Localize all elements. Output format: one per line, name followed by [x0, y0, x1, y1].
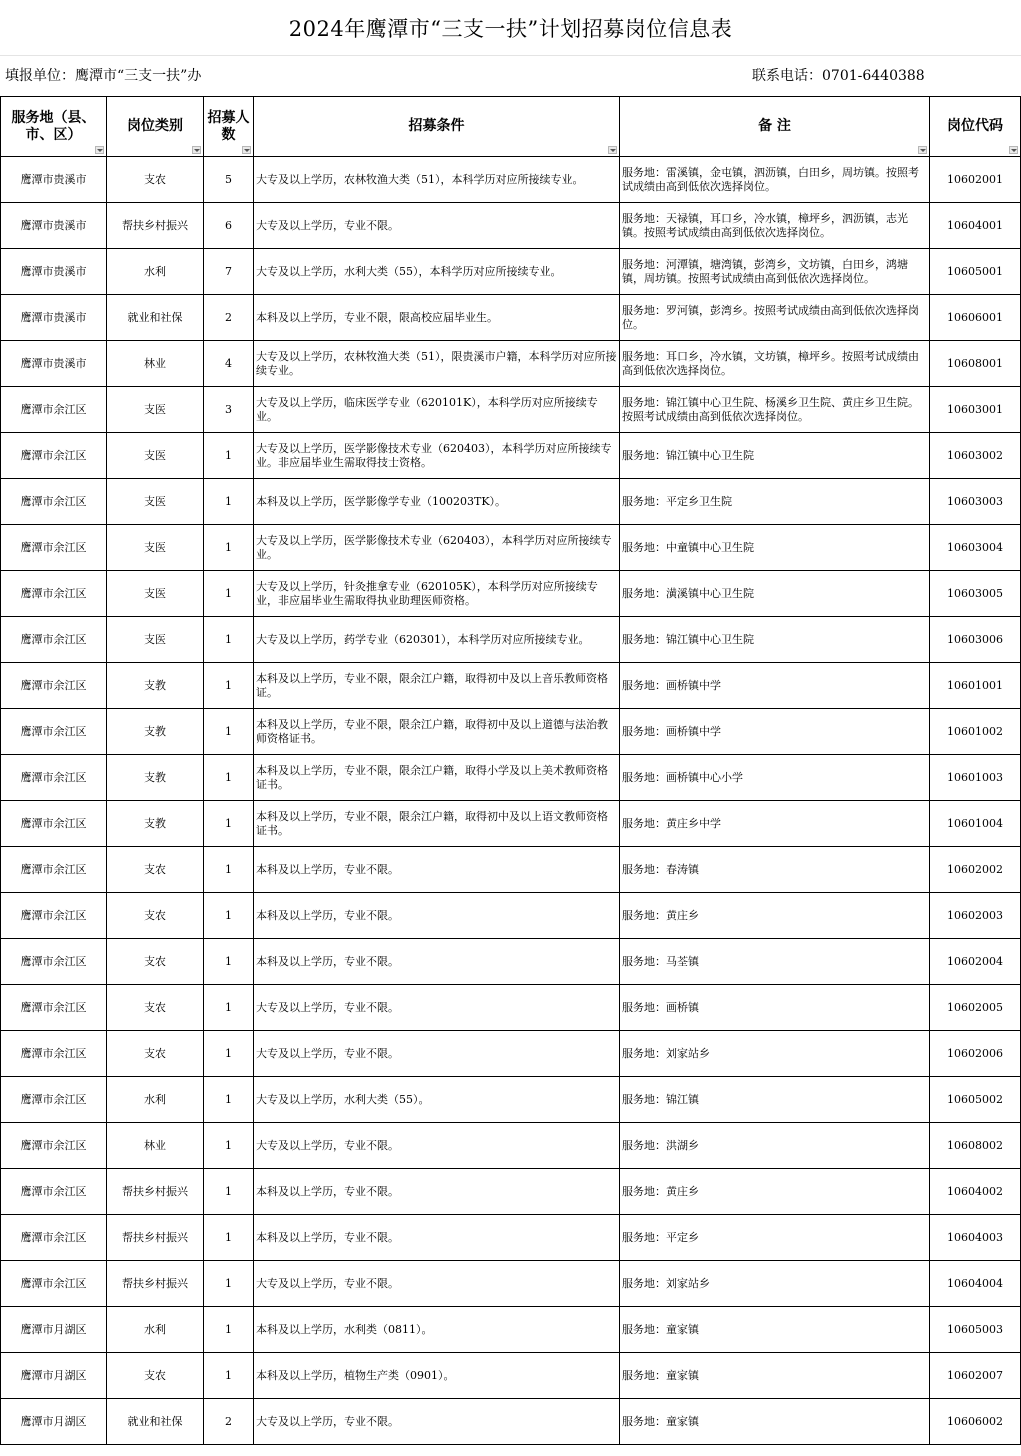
cell-location[interactable]: 鹰潭市余江区: [1, 525, 107, 571]
cell-location[interactable]: 鹰潭市贵溪市: [1, 295, 107, 341]
cell-code[interactable]: 10605001: [930, 249, 1021, 295]
cell-notes[interactable]: 服务地：河潭镇，塘湾镇，彭湾乡，文坊镇，白田乡，鸿塘镇，周坊镇。按照考试成绩由高到低依次选择岗位。: [620, 249, 930, 295]
cell-category[interactable]: 支医: [107, 571, 204, 617]
cell-count[interactable]: 1: [204, 433, 254, 479]
cell-count[interactable]: 1: [204, 1307, 254, 1353]
cell-category[interactable]: 帮扶乡村振兴: [107, 203, 204, 249]
cell-category[interactable]: 支教: [107, 663, 204, 709]
table-row: [1, 617, 1021, 663]
header-row: [1, 97, 1021, 157]
cell-count[interactable]: 1: [204, 939, 254, 985]
cell-notes[interactable]: 服务地：洪湖乡: [620, 1123, 930, 1169]
cell-conditions[interactable]: 本科及以上学历，专业不限。: [254, 1215, 620, 1261]
filter-dropdown-icon[interactable]: [95, 146, 104, 154]
table-row: [1, 341, 1021, 387]
cell-count[interactable]: 1: [204, 1077, 254, 1123]
cell-count[interactable]: 1: [204, 1169, 254, 1215]
cell-notes[interactable]: 服务地：马荃镇: [620, 939, 930, 985]
cell-count[interactable]: 4: [204, 341, 254, 387]
cell-category[interactable]: 帮扶乡村振兴: [107, 1261, 204, 1307]
cell-location[interactable]: 鹰潭市余江区: [1, 1031, 107, 1077]
cell-notes[interactable]: 服务地：平定乡: [620, 1215, 930, 1261]
cell-category[interactable]: 支农: [107, 939, 204, 985]
cell-notes[interactable]: 服务地：平定乡卫生院: [620, 479, 930, 525]
cell-code[interactable]: 10602005: [930, 985, 1021, 1031]
cell-conditions[interactable]: 本科及以上学历，专业不限，限余江户籍，取得初中及以上道德与法治教师资格证书。: [254, 709, 620, 755]
cell-category[interactable]: 支医: [107, 479, 204, 525]
cell-code[interactable]: 10602001: [930, 157, 1021, 203]
cell-location[interactable]: 鹰潭市余江区: [1, 939, 107, 985]
table-row: [1, 939, 1021, 985]
cell-count[interactable]: 6: [204, 203, 254, 249]
cell-category[interactable]: 支农: [107, 847, 204, 893]
header-category: [107, 97, 204, 157]
cell-count[interactable]: 2: [204, 295, 254, 341]
cell-location[interactable]: 鹰潭市余江区: [1, 479, 107, 525]
cell-count[interactable]: 1: [204, 617, 254, 663]
cell-category[interactable]: 林业: [107, 1123, 204, 1169]
cell-code[interactable]: 10602003: [930, 893, 1021, 939]
table-row: [1, 663, 1021, 709]
cell-category[interactable]: 林业: [107, 341, 204, 387]
cell-conditions[interactable]: 大专及以上学历，农林牧渔大类（51），本科学历对应所接续专业。: [254, 157, 620, 203]
cell-code[interactable]: 10606002: [930, 1399, 1021, 1445]
cell-notes[interactable]: 服务地：中童镇中心卫生院: [620, 525, 930, 571]
cell-category[interactable]: 支农: [107, 1353, 204, 1399]
cell-code[interactable]: 10602004: [930, 939, 1021, 985]
cell-location[interactable]: 鹰潭市余江区: [1, 571, 107, 617]
cell-notes[interactable]: 服务地：刘家站乡: [620, 1261, 930, 1307]
cell-location[interactable]: 鹰潭市余江区: [1, 433, 107, 479]
cell-location[interactable]: 鹰潭市月湖区: [1, 1353, 107, 1399]
cell-notes[interactable]: 服务地：锦江镇中心卫生院、杨溪乡卫生院、黄庄乡卫生院。按照考试成绩由高到低依次选择岗位。: [620, 387, 930, 433]
cell-conditions[interactable]: 大专及以上学历，专业不限。: [254, 985, 620, 1031]
cell-code[interactable]: 10605003: [930, 1307, 1021, 1353]
cell-notes[interactable]: 服务地：锦江镇中心卫生院: [620, 617, 930, 663]
cell-code[interactable]: 10603002: [930, 433, 1021, 479]
cell-count[interactable]: 1: [204, 571, 254, 617]
table-row: [1, 1123, 1021, 1169]
cell-location[interactable]: 鹰潭市余江区: [1, 893, 107, 939]
header-location-label: 服务地（县、市、区）: [11, 109, 96, 143]
header-count: [204, 97, 254, 157]
table-row: [1, 571, 1021, 617]
header-conditions-label: 招募条件: [408, 118, 465, 134]
cell-code[interactable]: 10605002: [930, 1077, 1021, 1123]
contact-phone: 联系电话：0701-6440388: [752, 68, 925, 84]
header-count-label: 招募人数: [207, 109, 250, 143]
cell-location[interactable]: 鹰潭市余江区: [1, 1215, 107, 1261]
page-title: 2024年鹰潭市“三支一扶”计划招募岗位信息表: [0, 0, 1021, 56]
cell-conditions[interactable]: 本科及以上学历，专业不限。: [254, 939, 620, 985]
table-row: [1, 387, 1021, 433]
table-row: [1, 1077, 1021, 1123]
header-conditions: [254, 97, 620, 157]
cell-conditions[interactable]: 大专及以上学历，临床医学专业（620101K），本科学历对应所接续专业。: [254, 387, 620, 433]
cell-code[interactable]: 10601001: [930, 663, 1021, 709]
filter-dropdown-icon[interactable]: [608, 146, 617, 154]
cell-location[interactable]: 鹰潭市余江区: [1, 1123, 107, 1169]
cell-category[interactable]: 水利: [107, 1307, 204, 1353]
cell-location[interactable]: 鹰潭市月湖区: [1, 1307, 107, 1353]
table-row: [1, 1169, 1021, 1215]
cell-notes[interactable]: 服务地：黄庄乡: [620, 893, 930, 939]
table-row: [1, 801, 1021, 847]
filter-dropdown-icon[interactable]: [918, 146, 927, 154]
cell-category[interactable]: 支农: [107, 157, 204, 203]
table-row: [1, 295, 1021, 341]
cell-code[interactable]: 10602006: [930, 1031, 1021, 1077]
cell-notes[interactable]: 服务地：画桥镇中学: [620, 709, 930, 755]
cell-count[interactable]: 2: [204, 1399, 254, 1445]
cell-notes[interactable]: 服务地：锦江镇: [620, 1077, 930, 1123]
cell-code[interactable]: 10601002: [930, 709, 1021, 755]
cell-code[interactable]: 10603005: [930, 571, 1021, 617]
cell-code[interactable]: 10602007: [930, 1353, 1021, 1399]
table-row: [1, 1215, 1021, 1261]
cell-count[interactable]: 7: [204, 249, 254, 295]
cell-conditions[interactable]: 本科及以上学历，专业不限。: [254, 847, 620, 893]
header-category-label: 岗位类别: [127, 118, 183, 134]
cell-notes[interactable]: 服务地：黄庄乡中学: [620, 801, 930, 847]
cell-notes[interactable]: 服务地：潢溪镇中心卫生院: [620, 571, 930, 617]
table-row: [1, 1307, 1021, 1353]
table-row: [1, 755, 1021, 801]
cell-conditions[interactable]: 大专及以上学历，专业不限。: [254, 1399, 620, 1445]
positions-table: [0, 96, 1021, 1445]
cell-notes[interactable]: 服务地：童家镇: [620, 1353, 930, 1399]
cell-count[interactable]: 1: [204, 1261, 254, 1307]
cell-location[interactable]: 鹰潭市贵溪市: [1, 157, 107, 203]
cell-category[interactable]: 支医: [107, 387, 204, 433]
cell-conditions[interactable]: 大专及以上学历，专业不限。: [254, 1123, 620, 1169]
table-row: [1, 1353, 1021, 1399]
cell-conditions[interactable]: 大专及以上学历，农林牧渔大类（51），限贵溪市户籍，本科学历对应所接续专业。: [254, 341, 620, 387]
table-row: [1, 1031, 1021, 1077]
cell-count[interactable]: 1: [204, 1123, 254, 1169]
cell-category[interactable]: 水利: [107, 1077, 204, 1123]
cell-category[interactable]: 支医: [107, 525, 204, 571]
table-row: [1, 1261, 1021, 1307]
cell-conditions[interactable]: 本科及以上学历，专业不限，限余江户籍，取得小学及以上美术教师资格证书。: [254, 755, 620, 801]
cell-conditions[interactable]: 本科及以上学历，专业不限，限高校应届毕业生。: [254, 295, 620, 341]
cell-conditions[interactable]: 大专及以上学历，专业不限。: [254, 203, 620, 249]
cell-conditions[interactable]: 大专及以上学历，水利大类（55）。: [254, 1077, 620, 1123]
cell-notes[interactable]: 服务地：黄庄乡: [620, 1169, 930, 1215]
cell-code[interactable]: 10601004: [930, 801, 1021, 847]
cell-notes[interactable]: 服务地：刘家站乡: [620, 1031, 930, 1077]
cell-code[interactable]: 10604002: [930, 1169, 1021, 1215]
cell-count[interactable]: 1: [204, 893, 254, 939]
cell-code[interactable]: 10603001: [930, 387, 1021, 433]
cell-location[interactable]: 鹰潭市月湖区: [1, 1399, 107, 1445]
table-row: [1, 433, 1021, 479]
cell-category[interactable]: 支教: [107, 755, 204, 801]
header-code: [930, 97, 1021, 157]
cell-notes[interactable]: 服务地：耳口乡，冷水镇，文坊镇，樟坪乡。按照考试成绩由高到低依次选择岗位。: [620, 341, 930, 387]
cell-location[interactable]: 鹰潭市余江区: [1, 847, 107, 893]
cell-location[interactable]: 鹰潭市余江区: [1, 1169, 107, 1215]
cell-location[interactable]: 鹰潭市余江区: [1, 387, 107, 433]
cell-location[interactable]: 鹰潭市余江区: [1, 755, 107, 801]
cell-category[interactable]: 支农: [107, 893, 204, 939]
cell-category[interactable]: 水利: [107, 249, 204, 295]
cell-category[interactable]: 支教: [107, 709, 204, 755]
cell-conditions[interactable]: 本科及以上学历，专业不限。: [254, 1169, 620, 1215]
header-code-label: 岗位代码: [947, 118, 1003, 134]
table-row: [1, 203, 1021, 249]
cell-conditions[interactable]: 本科及以上学历，水利类（0811）。: [254, 1307, 620, 1353]
table-row: [1, 893, 1021, 939]
cell-conditions[interactable]: 大专及以上学历，针灸推拿专业（620105K），本科学历对应所接续专业，非应届毕业生需取得执业助理医师资格。: [254, 571, 620, 617]
cell-conditions[interactable]: 大专及以上学历，医学影像技术专业（620403），本科学历对应所接续专业。非应届毕业生需取得技士资格。: [254, 433, 620, 479]
cell-notes[interactable]: 服务地：画桥镇: [620, 985, 930, 1031]
cell-location[interactable]: 鹰潭市余江区: [1, 617, 107, 663]
cell-category[interactable]: 支农: [107, 985, 204, 1031]
cell-count[interactable]: 1: [204, 663, 254, 709]
cell-notes[interactable]: 服务地：罗河镇，彭湾乡。按照考试成绩由高到低依次选择岗位。: [620, 295, 930, 341]
table-row: [1, 985, 1021, 1031]
cell-notes[interactable]: 服务地：春涛镇: [620, 847, 930, 893]
table-row: [1, 525, 1021, 571]
table-row: [1, 1399, 1021, 1445]
cell-code[interactable]: 10604001: [930, 203, 1021, 249]
cell-code[interactable]: 10608002: [930, 1123, 1021, 1169]
cell-location[interactable]: 鹰潭市余江区: [1, 801, 107, 847]
cell-location[interactable]: 鹰潭市余江区: [1, 1261, 107, 1307]
cell-location[interactable]: 鹰潭市贵溪市: [1, 249, 107, 295]
filter-dropdown-icon[interactable]: [242, 146, 251, 154]
header-location: [1, 97, 107, 157]
cell-code[interactable]: 10603004: [930, 525, 1021, 571]
cell-category[interactable]: 就业和社保: [107, 1399, 204, 1445]
cell-count[interactable]: 1: [204, 709, 254, 755]
cell-code[interactable]: 10603003: [930, 479, 1021, 525]
cell-code[interactable]: 10603006: [930, 617, 1021, 663]
cell-location[interactable]: 鹰潭市贵溪市: [1, 203, 107, 249]
cell-count[interactable]: 5: [204, 157, 254, 203]
filter-dropdown-icon[interactable]: [192, 146, 201, 154]
cell-category[interactable]: 支医: [107, 617, 204, 663]
cell-count[interactable]: 1: [204, 479, 254, 525]
table-row: [1, 709, 1021, 755]
cell-conditions[interactable]: 本科及以上学历，专业不限，限余江户籍，取得初中及以上语文教师资格证书。: [254, 801, 620, 847]
cell-count[interactable]: 1: [204, 525, 254, 571]
header-notes: [620, 97, 930, 157]
cell-count[interactable]: 1: [204, 1031, 254, 1077]
reporting-unit: 填报单位：鹰潭市“三支一扶”办: [5, 68, 202, 84]
cell-conditions[interactable]: 本科及以上学历，植物生产类（0901）。: [254, 1353, 620, 1399]
cell-count[interactable]: 1: [204, 1215, 254, 1261]
cell-code[interactable]: 10604003: [930, 1215, 1021, 1261]
cell-location[interactable]: 鹰潭市余江区: [1, 985, 107, 1031]
header-notes-label: 备 注: [758, 118, 791, 134]
cell-notes[interactable]: 服务地：雷溪镇，金屯镇，泗沥镇，白田乡，周坊镇。按照考试成绩由高到低依次选择岗位。: [620, 157, 930, 203]
cell-conditions[interactable]: 大专及以上学历，医学影像技术专业（620403），本科学历对应所接续专业。: [254, 525, 620, 571]
cell-conditions[interactable]: 大专及以上学历，专业不限。: [254, 1031, 620, 1077]
cell-category[interactable]: 支教: [107, 801, 204, 847]
cell-category[interactable]: 帮扶乡村振兴: [107, 1169, 204, 1215]
cell-conditions[interactable]: 大专及以上学历，水利大类（55），本科学历对应所接续专业。: [254, 249, 620, 295]
cell-category[interactable]: 支农: [107, 1031, 204, 1077]
table-row: [1, 249, 1021, 295]
cell-code[interactable]: 10608001: [930, 341, 1021, 387]
cell-count[interactable]: 3: [204, 387, 254, 433]
cell-conditions[interactable]: 本科及以上学历，医学影像学专业（100203TK）。: [254, 479, 620, 525]
cell-notes[interactable]: 服务地：锦江镇中心卫生院: [620, 433, 930, 479]
cell-location[interactable]: 鹰潭市余江区: [1, 1077, 107, 1123]
cell-location[interactable]: 鹰潭市余江区: [1, 709, 107, 755]
cell-location[interactable]: 鹰潭市贵溪市: [1, 341, 107, 387]
cell-code[interactable]: 10606001: [930, 295, 1021, 341]
cell-code[interactable]: 10601003: [930, 755, 1021, 801]
table-row: [1, 157, 1021, 203]
cell-count[interactable]: 1: [204, 755, 254, 801]
cell-notes[interactable]: 服务地：天禄镇，耳口乡，冷水镇，樟坪乡，泗沥镇，志光镇。按照考试成绩由高到低依次选择岗位。: [620, 203, 930, 249]
cell-conditions[interactable]: 大专及以上学历，药学专业（620301），本科学历对应所接续专业。: [254, 617, 620, 663]
table-row: [1, 479, 1021, 525]
cell-conditions[interactable]: 本科及以上学历，专业不限，限余江户籍，取得初中及以上音乐教师资格证。: [254, 663, 620, 709]
cell-category[interactable]: 支医: [107, 433, 204, 479]
cell-category[interactable]: 就业和社保: [107, 295, 204, 341]
cell-count[interactable]: 1: [204, 1353, 254, 1399]
cell-notes[interactable]: 服务地：画桥镇中心小学: [620, 755, 930, 801]
cell-conditions[interactable]: 大专及以上学历，专业不限。: [254, 1261, 620, 1307]
filter-dropdown-icon[interactable]: [1009, 146, 1018, 154]
cell-notes[interactable]: 服务地：画桥镇中学: [620, 663, 930, 709]
cell-location[interactable]: 鹰潭市余江区: [1, 663, 107, 709]
cell-notes[interactable]: 服务地：童家镇: [620, 1307, 930, 1353]
cell-count[interactable]: 1: [204, 847, 254, 893]
cell-count[interactable]: 1: [204, 801, 254, 847]
table-row: [1, 847, 1021, 893]
cell-category[interactable]: 帮扶乡村振兴: [107, 1215, 204, 1261]
cell-notes[interactable]: 服务地：童家镇: [620, 1399, 930, 1445]
cell-conditions[interactable]: 本科及以上学历，专业不限。: [254, 893, 620, 939]
cell-count[interactable]: 1: [204, 985, 254, 1031]
cell-code[interactable]: 10602002: [930, 847, 1021, 893]
cell-code[interactable]: 10604004: [930, 1261, 1021, 1307]
